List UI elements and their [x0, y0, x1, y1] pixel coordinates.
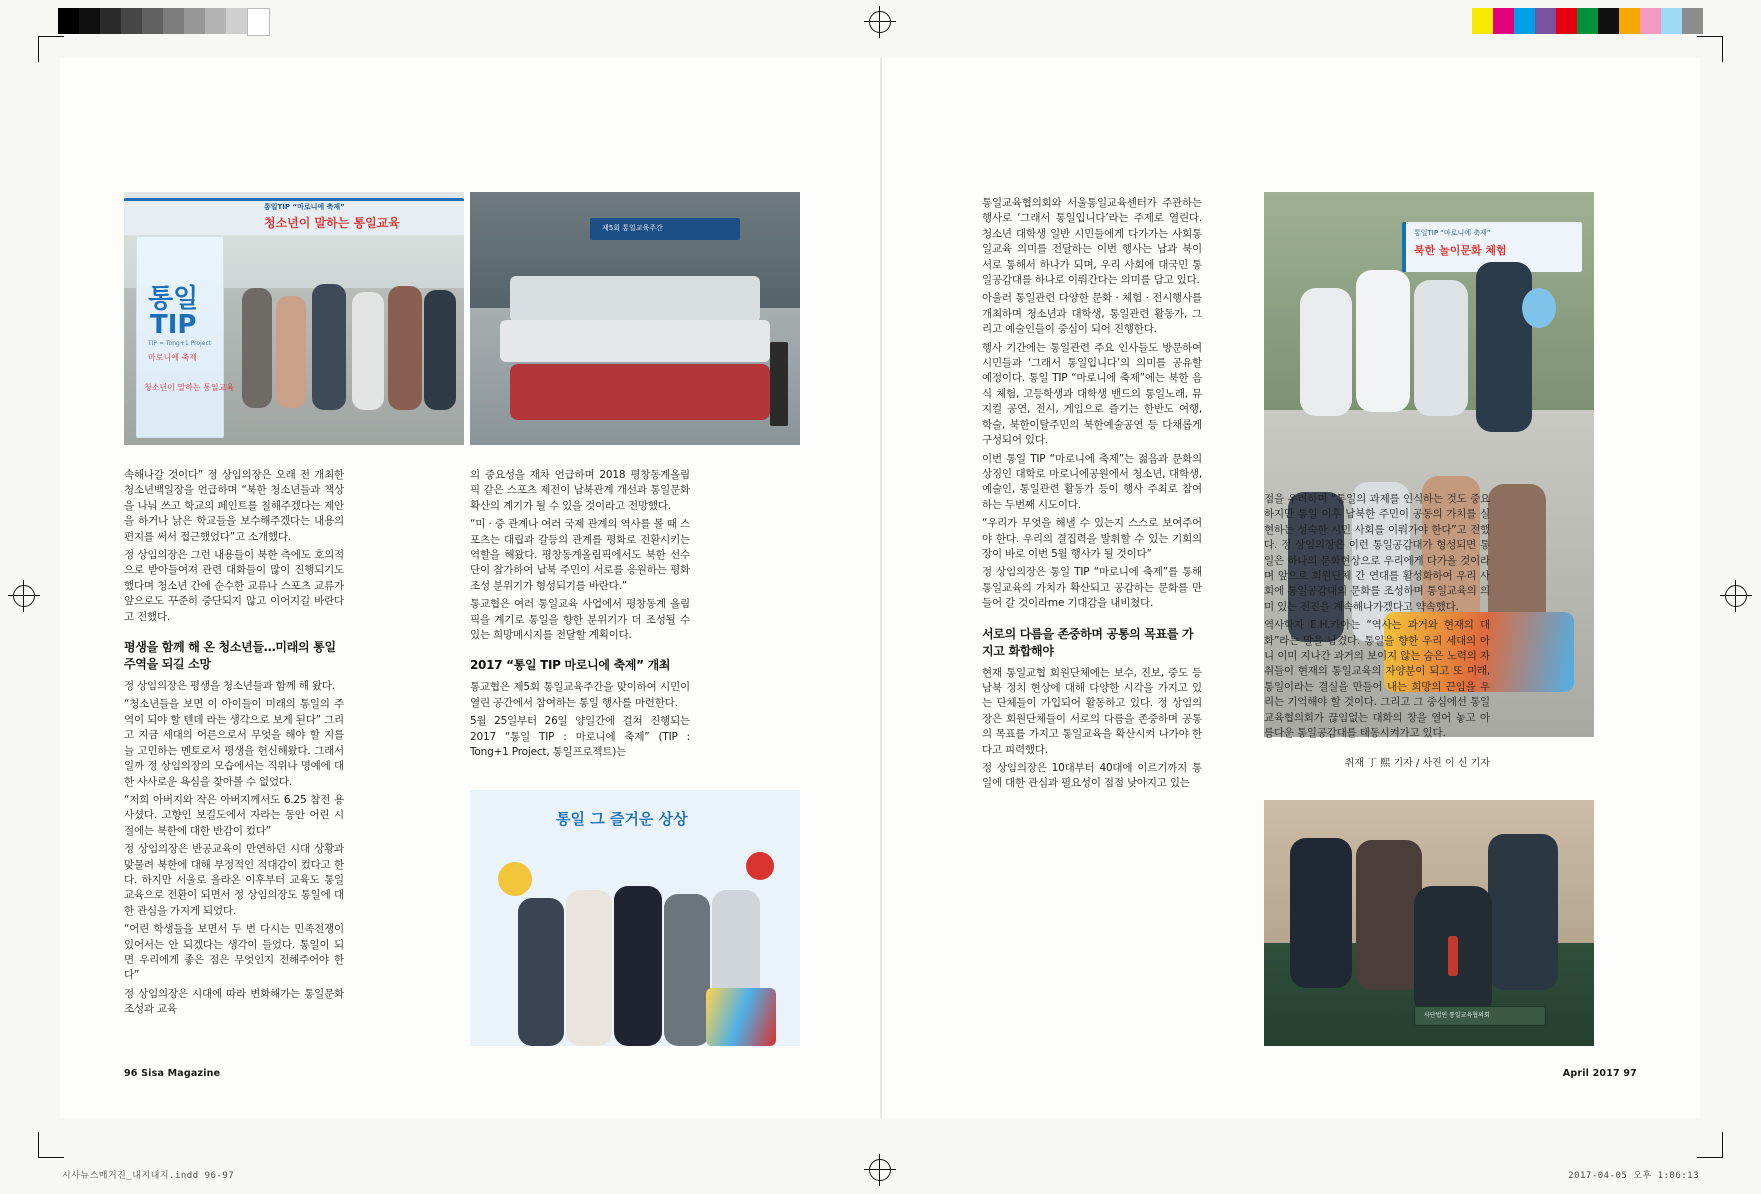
paragraph: 행사 기간에는 통일관련 주요 인사들도 방문하여 시민들과 ‘그래서 통일입니다’의 의미를 공유할 예정이다. 통일 TIP “마로니에 축제”에는 북한 음식 체험, 고등학생과 대학생 밴드의 통일노래, 뮤지컬 공연, 전시, 게임으로 즐기는 한반도 여행, 학술, 북한이탈주민의 북한예술공연 등 다채롭게 구성되어 있다. — [982, 341, 1202, 447]
student-figure — [664, 894, 710, 1046]
crop-mark-top-right — [1697, 36, 1723, 62]
mural-circle-decor — [498, 862, 532, 896]
left-column-2 — [470, 468, 690, 764]
photo-panel-label: 청소년이 말하는 통일교육 — [144, 383, 235, 392]
paragraph: 역사학자 E.H.카아는 “역사는 과거와 현재의 대화”라는 말을 남겼다. 통일을 향한 우리 세대의 아니 이미 지나간 과거의 보이지 않는 숨은 노력의 자취들이 현재의 통일교육의 자양분이 되고 또 미래, 통일이라는 결실을 만들어 내는 희망의 끈임을 우리는 기억해야 할 것이다. 그리고 그 중심에선 통일교육협의회가 끊임없는 대화의 창을 열어 놓고 아름다운 통일공감대를 태동시켜가고 있다. — [1264, 619, 1490, 740]
student-figure — [566, 890, 612, 1046]
paragraph: 정 상임의장은 반공교육이 만연하던 시대 상황과 맞물려 북한에 대해 부정적인 적대감이 컸다고 한다. 하지만 서울로 올라온 이후부터 교육도 통일교육으로 전환이 되면서 정 상임의장도 통일에 대한 관심을 가지게 되었다. — [124, 843, 344, 917]
wheelchair-group — [510, 364, 770, 420]
music-stand — [770, 342, 788, 426]
person-standing-right — [1488, 834, 1558, 990]
section-heading: 서로의 다름을 존중하며 공통의 목표를 가지고 화합해야 — [982, 626, 1194, 658]
person-figure — [242, 288, 272, 408]
right-column-1 — [982, 196, 1202, 795]
jumping-child — [1356, 270, 1410, 412]
slug-right: 2017-04-05 오후 1:06:13 — [1568, 1171, 1699, 1181]
adult-figure — [1476, 262, 1532, 432]
registration-mark-bottom — [864, 1154, 896, 1186]
paragraph: 점을 우려하며 “통일의 과제를 인식하는 것도 중요하지만 통일 이후 남북한 주민이 공동의 가치를 실현하는 성숙한 시민 사회를 이뤄가야 한다”고 전했다. 정 상임의장은 이런 통일공감대가 형성되면 통일은 하나의 문화현상으로 우리에게 다가올 것이라며 앞으로 회원단체 간 연대를 활성화하여 우리 사회에 통일공감대의 문화를 조성하며 통일교육의 의미 있는 전진을 계속해나가겠다고 약속했다. — [1264, 493, 1490, 613]
person-figure — [424, 290, 456, 410]
student-figure — [518, 898, 564, 1046]
cmyk-colorbar — [1472, 8, 1703, 34]
paragraph: 정 상임의장은 그런 내용들이 북한 측에도 호의적으로 받아들여져 관련 대화들이 많이 진행되기도 했다며 청소년 간에 순수한 교류나 스포츠 교류가 앞으로도 꾸준히 중단되지 않고 이어지길 바란다고 전했다. — [124, 549, 344, 623]
choir-row — [500, 320, 770, 362]
registration-mark-right — [1720, 580, 1752, 612]
photo-festival-banner-title: 통일TIP “마로니에 축제” — [1414, 229, 1491, 237]
desk-nameplate-text: 사단법인 통일교육협의회 — [1424, 1012, 1490, 1019]
paragraph: 정 상임의장은 10대부터 40대에 이르기까지 통일에 대한 관심과 필요성이 점점 낮아지고 있는 — [982, 762, 1202, 790]
paragraph: “저희 아버지와 작은 아버지께서도 6.25 참전 용사셨다. 고향인 보길도에서 자라는 동안 어린 시절에는 북한에 대한 반감이 컸다” — [124, 793, 344, 837]
photo-booth-tag: 마로니에 축제 — [148, 353, 197, 362]
section-heading: 2017 “통일 TIP 마로니에 축제” 개최 — [470, 658, 671, 673]
balloon — [1522, 288, 1556, 328]
paragraph: 5월 25일부터 26일 양일간에 걸쳐 진행되는 2017 “통일 TIP : 마로니에 축제” (TIP : Tong+1 Project, 통일프로젝트)는 — [470, 715, 690, 759]
person-standing-left — [1290, 838, 1352, 988]
grayscale-colorbar — [58, 8, 270, 36]
necktie — [1448, 936, 1458, 976]
left-column-1 — [124, 468, 344, 1021]
person-figure — [312, 284, 346, 410]
paragraph: 통교협은 제5회 통일교육주간을 맞이하여 시민이 열린 공간에서 참여하는 통일 행사를 마련한다. — [470, 681, 690, 709]
photo-banner-title: 통일TIP “마로니에 축제” — [264, 203, 345, 211]
spine-fold — [880, 58, 882, 1118]
paragraph: 정 상임의장은 시대에 따라 변화해가는 통일문화 조성과 교육 — [124, 987, 344, 1016]
paragraph: “청소년들을 보면 이 아이들이 미래의 통일의 주역이 되야 할 텐데 라는 생각으로 보게 된다” 그리고 지금 세대의 어른으로서 무엇을 해야 할 지를 늘 고민하는 멘토로서 평생을 헌신해왔다. 그래서일까 정 상임의장의 모습에서는 직위나 명예에 대한 사사로운 욕심을 찾아볼 수 없었다. — [124, 698, 344, 788]
choir-row — [510, 276, 760, 322]
person-figure — [388, 286, 422, 410]
photo-booth-title: 통일 — [148, 284, 199, 314]
photo-group-portrait-office — [1264, 800, 1594, 1046]
person-standing-center-left — [1356, 840, 1422, 990]
photo-mural-text: 통일 그 즐거운 상상 — [556, 810, 688, 828]
mural-circle-decor — [746, 852, 774, 880]
paragraph: 정 상임의장은 평생을 청소년들과 함께 해 왔다. — [124, 680, 335, 693]
registration-mark-top — [864, 6, 896, 38]
person-figure — [276, 296, 306, 408]
person-figure — [352, 292, 384, 410]
folio-right: April 2017 97 — [1562, 1068, 1637, 1079]
folio-left: 96 Sisa Magazine — [124, 1068, 221, 1079]
crop-mark-bottom-left — [38, 1132, 64, 1158]
paragraph: 정 상임의장은 통일 TIP “마로니에 축제”를 통해 통일교육의 가치가 확산되고 공감하는 문화를 만들어 갈 것이라me 기대감을 내비쳤다. — [982, 566, 1202, 610]
photo-stage-banner-text: 제5회 통일교육주간 — [602, 224, 663, 232]
photo-booth-tip: TIP — [150, 310, 197, 340]
colorful-fan-prop — [706, 988, 776, 1046]
paragraph: 통교협은 여러 통일교육 사업에서 평창동계 올림픽을 계기로 통일을 향한 분위기가 더 조성될 수 있는 희망메시지를 전달할 계획이다. — [470, 598, 690, 642]
photo-banner-sub: 청소년이 말하는 통일교육 — [264, 216, 400, 230]
student-figure — [614, 886, 662, 1046]
slug-left: 시사뉴스매거진_내지내지.indd 96-97 — [62, 1171, 235, 1181]
jumping-child — [1414, 280, 1468, 416]
paragraph: 현재 통일교협 회원단체에는 보수, 진보, 중도 등 남북 정치 현상에 대해 다양한 시각을 가지고 있는 단체들이 가입되어 활동하고 있다. 정 상임의장은 회원단체들이 서로의 다름을 존중하며 공통의 목표를 가지고 통일교육을 확산시켜 나가야 한다고 피력했다. — [982, 666, 1202, 756]
photo-students-group — [470, 790, 800, 1046]
photo-festival-banner-sub: 북한 놀이문화 체험 — [1414, 244, 1507, 257]
photo-booth-line: TIP = Tong+1 Project — [148, 340, 212, 347]
crop-mark-bottom-right — [1697, 1132, 1723, 1158]
article-byline: 취재 丁 熙 기자 / 사진 이 신 기자 — [1344, 757, 1490, 769]
paragraph: 이번 통일 TIP “마로니에 축제”는 젊음과 문화의 상징인 대학로 마로니에공원에서 청소년, 대학생, 예술인, 통일관련 활동가 등이 행사 주최로 참여하는 두번째 시도이다. — [982, 452, 1202, 511]
paragraph: “미 · 중 관계나 여러 국제 관계의 역사를 볼 때 스포츠는 대립과 갈등의 관계를 평화로 전환시키는 역할을 해왔다. 평창동계올림픽에서도 북한 선수단이 참가하여 남북 주민이 서로를 응원하는 평화조성 분위기가 형성되기를 바란다.” — [470, 518, 690, 592]
paragraph: “어린 학생들을 보면서 두 번 다시는 민족전쟁이 있어서는 안 되겠다는 생각이 들었다. 통일이 되면 우리에게 좋은 점은 무엇인지 전해주어야 한다” — [124, 923, 344, 982]
jumping-child — [1300, 288, 1352, 416]
paragraph: 속해나갈 것이다” 정 상임의장은 오래 전 개최한 청소년백일장을 언급하며 “북한 청소년들과 책상을 나눠 쓰고 학교의 페인트를 칠해주겠다는 제안을 하거나 낡은 학교들을 보수해주겠다는 내용의 편지를 써서 접근했었다”고 소개했다. — [124, 469, 344, 543]
photo-choir-performance — [470, 192, 800, 445]
paragraph: 아울러 통일관련 다양한 문화 · 체험 · 전시행사를 개최하며 청소년과 대학생, 통일관련 활동가, 그리고 예술인들이 중심이 되어 진행한다. — [982, 292, 1202, 336]
registration-mark-left — [8, 580, 40, 612]
section-heading: 평생을 함께 해 온 청소년들…미래의 통일 주역을 되길 소망 — [124, 640, 336, 672]
right-column-2 — [1264, 492, 1490, 769]
paragraph: 통일교육협의회와 서울통일교육센터가 주관하는 행사로 ‘그래서 통일입니다’라는 주제로 열린다. 청소년 대학생 일반 시민들에게 다가가는 사회통일교육 의미를 전달하는 이번 행사는 남과 북이 서로 통해서 하나가 되며, 우리 사회에 대국민 통일공감대를 하나로 이뤄간다는 의미를 담고 있다. — [982, 197, 1202, 287]
paragraph: “우리가 무엇을 해낼 수 있는지 스스로 보여주어야 한다. 우리의 결집력을 발휘할 수 있는 기회의 장이 바로 이번 5월 행사가 될 것이다” — [982, 517, 1202, 560]
photo-booth-event — [124, 192, 464, 445]
paragraph: 의 중요성을 재차 언급하며 2018 평창동계올림픽 같은 스포츠 제전이 남북관계 개선과 통일문화 확산의 계기가 될 수 있을 것이라고 전망했다. — [470, 469, 690, 512]
